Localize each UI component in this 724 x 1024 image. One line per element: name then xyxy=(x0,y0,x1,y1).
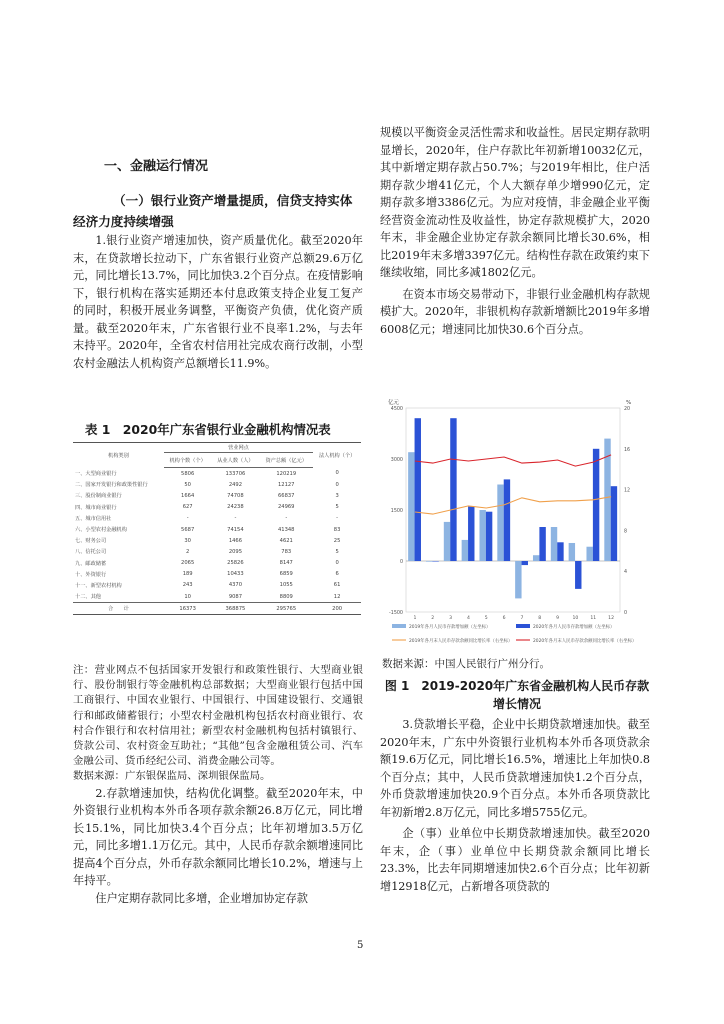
legend-swatch xyxy=(516,624,530,628)
x-tick: 5 xyxy=(484,616,488,621)
y-left-tick: 4500 xyxy=(390,407,403,412)
cell-legal: 0 xyxy=(335,470,339,477)
cell-staff: 1466 xyxy=(228,537,243,544)
paragraph-household-deposits: 住户定期存款同比多增，企业增加协定存款 xyxy=(95,891,308,905)
cell-staff: 2492 xyxy=(228,481,243,488)
paragraph-bank-assets: 1.银行业资产增速加快，资产质量优化。截至2020年末，在贷款增长拉动下，广东省银行业资产总额29.6万亿元，同比增长13.7%，同比加快3.2个百分点。在疫情影响下，银行机构在落实延期还本付息政策支持企业复工复产的同时，积极开展业务调整，平衡资产负债，优化资产质量。截至2020年末，广东省银行业不良率1.2%，与去年末持平。2020年，全省农村信用社完成农商行改制，小型农村金融法人机构资产总额增长11.9%。 xyxy=(73,234,363,370)
y-right-tick: 16 xyxy=(624,447,631,453)
cell-name: 四、城市商业银行 xyxy=(75,504,117,511)
table-row xyxy=(73,535,361,546)
x-tick: 10 xyxy=(572,616,579,621)
x-tick: 9 xyxy=(556,616,560,621)
bar-2020 xyxy=(504,479,510,561)
bar-2019 xyxy=(479,510,485,561)
cell-staff: 25826 xyxy=(227,560,244,567)
cell-assets: 120219 xyxy=(276,470,297,477)
cell-assets: 41348 xyxy=(277,526,295,533)
bar-2020 xyxy=(415,418,421,561)
plot-area xyxy=(406,408,620,612)
cell-legal: 5 xyxy=(335,548,339,555)
paragraph-deposit-structure: 规模以平衡资金灵活性需求和收益性。居民定期存款明显增长，2020年，住户存款比年初新增10032亿元，其中新增定期存款占50.7%；与2019年相比，住户活期存款少增41亿元，个人大额存单少增990亿元，定期存款多增3386亿元。为应对疫情，非金融企业平衡经营资金流动性及收益性，协定存款规模扩大，2020年末，非金融企业协定存款余额同比增长30.6%，相比2019年末多增3397亿元。结构性存款在政策约束下继续收缩，同比多减1802亿元。 xyxy=(380,126,650,279)
section-heading: 一、金融运行情况 xyxy=(104,159,209,174)
cell-name: 三、股份制商业银行 xyxy=(75,493,122,500)
cell-staff: 9087 xyxy=(228,593,243,600)
header-legal: 法人机构（个） xyxy=(313,443,361,468)
cell-legal: 25 xyxy=(333,537,341,544)
cell-assets: 8147 xyxy=(279,560,293,567)
cell-staff: 368875 xyxy=(212,603,260,615)
y-right-tick: 12 xyxy=(624,488,631,494)
bar-2019 xyxy=(551,527,557,561)
cell-assets: 12127 xyxy=(277,481,295,488)
cell-name: 八、信托公司 xyxy=(75,549,107,556)
cell-assets: - xyxy=(285,515,288,522)
paragraph-loans: 3.贷款增长平稳，企业中长期贷款增速加快。截至2020年末，广东中外资银行业机构本外币各项贷款余额19.6万亿元，同比增长16.5%，增速比上年加快0.8个百分点；其中，人民币贷款增速加快1.2个百分点，外币贷款增速加快20.9个百分点。本外币各项贷款比年初新增2.8万亿元，同比多增5755亿元。 xyxy=(380,718,650,819)
cell-legal: 12 xyxy=(333,593,341,600)
cell-assets: 1055 xyxy=(279,582,293,589)
cell-assets: 24969 xyxy=(277,504,295,511)
cell-assets: 295765 xyxy=(259,603,313,615)
chart-source: 数据来源：中国人民银行广州分行。 xyxy=(382,658,550,670)
cell-count: 627 xyxy=(182,504,193,511)
table-total-row xyxy=(73,603,361,615)
table-row xyxy=(73,546,361,557)
cell-count: 16373 xyxy=(164,603,212,615)
paragraph-deposits: 2.存款增速加快，结构优化调整。截至2020年末，中外资银行业机构本外币各项存款余额26.8万亿元，同比增长15.1%，同比加快3.4个百分点；比年初增加3.5万亿元，同比多增1.1万亿元。其中，人民币存款余额增速同比提高4个百分点，外币存款余额同比增长10.2%，增速与上年持平。 xyxy=(73,786,363,888)
cell-staff: 4370 xyxy=(228,582,243,589)
bank-institutions-table xyxy=(73,442,361,615)
right-text-block-2 xyxy=(380,716,650,895)
cell-legal: 0 xyxy=(335,481,339,488)
table-row xyxy=(73,490,361,501)
cell-legal: 5 xyxy=(335,504,339,511)
x-tick: 4 xyxy=(466,616,470,621)
paragraph-nonbank-deposits: 在资本市场交易带动下，非银行业金融机构存款规模扩大。2020年，非银机构存款新增额比2019年多增6008亿元；增速同比加快30.6个百分点。 xyxy=(380,287,650,336)
line-2020-growth xyxy=(415,455,611,466)
x-tick: 7 xyxy=(520,616,524,621)
cell-name: 一、大型商业银行 xyxy=(75,470,117,477)
y-right-tick: 8 xyxy=(624,529,628,535)
table-note-block xyxy=(73,663,363,907)
bar-2019 xyxy=(497,485,503,562)
legend-swatch xyxy=(392,624,406,628)
table-row xyxy=(73,580,361,591)
table-row xyxy=(73,591,361,603)
cell-assets: 4621 xyxy=(279,537,293,544)
y-left-tick: -1500 xyxy=(389,611,403,616)
deposit-growth-chart xyxy=(384,396,644,652)
cell-name: 五、城市信用社 xyxy=(75,515,112,522)
bar-2020 xyxy=(593,449,599,561)
bar-2020 xyxy=(450,418,456,561)
legend-label: 2019年各月末人民币存款余额同比增长率（右坐标） xyxy=(409,639,513,644)
table-note: 注：营业网点不包括国家开发银行和政策性银行、大型商业银行、股份制银行等金融机构总部数据；大型商业银行包括中国工商银行、中国农业银行、中国银行、中国建设银行、交通银行和邮政储蓄银行；小型农村金融机构包括农村商业银行、农村合作银行和农村信用社；新型农村金融机构包括村镇银行、贷款公司、农村资金互助社；“其他”包含金融租赁公司、汽车金融公司、货币经纪公司、消费金融公司等。 xyxy=(73,664,363,768)
y-right-tick: 4 xyxy=(624,570,628,576)
cell-name: 十、外资银行 xyxy=(75,571,107,578)
y-left-tick: 1500 xyxy=(390,509,403,514)
y-left-tick: 3000 xyxy=(390,458,403,463)
cell-count: - xyxy=(186,515,189,522)
bar-2020 xyxy=(522,561,528,565)
y-right-unit: % xyxy=(626,400,632,406)
cell-count: 30 xyxy=(184,537,191,544)
cell-count: 189 xyxy=(182,571,193,578)
figure-title: 图 1 2019-2020年广东省金融机构人民币存款增长情况 xyxy=(384,679,650,711)
bar-2019 xyxy=(444,522,450,561)
bar-2019 xyxy=(462,540,468,561)
bar-2019 xyxy=(533,555,539,561)
table-row xyxy=(73,558,361,569)
cell-legal: 0 xyxy=(335,560,339,567)
cell-legal: 6 xyxy=(335,571,339,578)
cell-assets: 783 xyxy=(281,548,292,555)
cell-staff: 133706 xyxy=(225,470,246,477)
cell-assets: 66837 xyxy=(277,492,295,499)
paragraph-longterm-loans: 企（事）业单位中长期贷款增速加快。截至2020年末，企（事）业单位中长期贷款余额同比增长23.3%，比去年同期增速加快2.6个百分点；比年初新增12918亿元，占新增各项贷款的 xyxy=(380,827,650,893)
table-row xyxy=(73,502,361,513)
bar-2020 xyxy=(611,486,617,561)
cell-count: 2065 xyxy=(181,560,195,567)
cell-legal: 83 xyxy=(333,526,341,533)
bar-2020 xyxy=(539,527,545,561)
cell-count: 243 xyxy=(182,582,193,589)
cell-legal: 61 xyxy=(333,582,341,589)
bar-2020 xyxy=(557,542,563,561)
bar-2019 xyxy=(408,452,414,561)
x-tick: 2 xyxy=(431,616,435,621)
cell-legal: - xyxy=(336,515,339,522)
cell-count: 1664 xyxy=(181,492,195,499)
bar-2020 xyxy=(468,507,474,561)
cell-staff: 2095 xyxy=(228,548,243,555)
section-subheading: （一）银行业资产增量提质，信贷支持实体经济力度持续增强 xyxy=(73,193,353,229)
bar-2020 xyxy=(575,561,581,589)
cell-count: 50 xyxy=(184,481,191,488)
cell-staff: 74154 xyxy=(227,526,244,533)
right-text-block-1 xyxy=(380,124,650,338)
cell-legal: 3 xyxy=(335,492,339,499)
y-right-tick: 20 xyxy=(624,407,631,412)
y-right-tick: 0 xyxy=(624,611,628,616)
bar-2019 xyxy=(515,561,521,598)
cell-count: 5806 xyxy=(181,470,195,477)
header-staff: 从业人数（人） xyxy=(212,453,260,468)
line-2019-growth xyxy=(415,497,611,514)
cell-staff: 74708 xyxy=(227,492,244,499)
x-tick: 8 xyxy=(538,616,542,621)
x-tick: 1 xyxy=(413,616,417,621)
legend-label: 2020年各月人民币存款增加额（左坐标） xyxy=(533,625,615,630)
bar-2019 xyxy=(586,547,592,561)
header-count: 机构个数（个） xyxy=(164,453,212,468)
cell-assets: 6859 xyxy=(279,571,293,578)
left-text-block-1 xyxy=(73,232,363,372)
cell-name: 合 计 xyxy=(73,603,164,615)
y-left-tick: 0 xyxy=(399,560,403,565)
table-row xyxy=(73,479,361,490)
header-group: 营业网点 xyxy=(164,443,313,453)
cell-name: 七、财务公司 xyxy=(75,538,107,545)
table-row xyxy=(73,569,361,580)
header-assets: 资产总额（亿元） xyxy=(259,453,313,468)
y-left-unit: 亿元 xyxy=(388,400,400,406)
legend-label: 2020年各月末人民币存款余额同比增长率（右坐标） xyxy=(533,639,637,644)
cell-staff: 24238 xyxy=(227,504,244,511)
cell-legal: 200 xyxy=(313,603,361,615)
cell-name: 六、小型农村金融机构 xyxy=(75,527,127,534)
x-tick: 6 xyxy=(502,616,506,621)
bar-2019 xyxy=(426,561,432,562)
cell-name: 九、邮政储蓄 xyxy=(75,560,107,567)
table-source: 数据来源：广东银保监局、深圳银保监局。 xyxy=(73,770,271,783)
table-row xyxy=(73,513,361,524)
cell-staff: - xyxy=(234,515,237,522)
cell-name: 二、国家开发银行和政策性银行 xyxy=(75,482,148,489)
header-name: 机构类别 xyxy=(73,443,164,468)
cell-staff: 10433 xyxy=(227,571,244,578)
table-row xyxy=(73,468,361,480)
cell-assets: 8809 xyxy=(279,593,293,600)
cell-count: 2 xyxy=(185,548,190,555)
x-tick: 12 xyxy=(608,616,615,621)
table-title: 表 1 2020年广东省银行业金融机构情况表 xyxy=(85,422,331,437)
bar-2020 xyxy=(486,512,492,561)
cell-name: 十一、新型农村机构 xyxy=(75,582,122,589)
x-tick: 3 xyxy=(449,616,453,621)
table-row xyxy=(73,524,361,535)
x-tick: 11 xyxy=(590,616,597,621)
cell-count: 10 xyxy=(184,593,191,600)
bar-2020 xyxy=(432,561,438,562)
cell-name: 十二、其他 xyxy=(75,594,101,601)
legend-label: 2019年各月人民币存款增加额（左坐标） xyxy=(409,625,491,630)
bar-2019 xyxy=(569,543,575,561)
cell-count: 5687 xyxy=(181,526,195,533)
page-number: 5 xyxy=(357,940,364,951)
